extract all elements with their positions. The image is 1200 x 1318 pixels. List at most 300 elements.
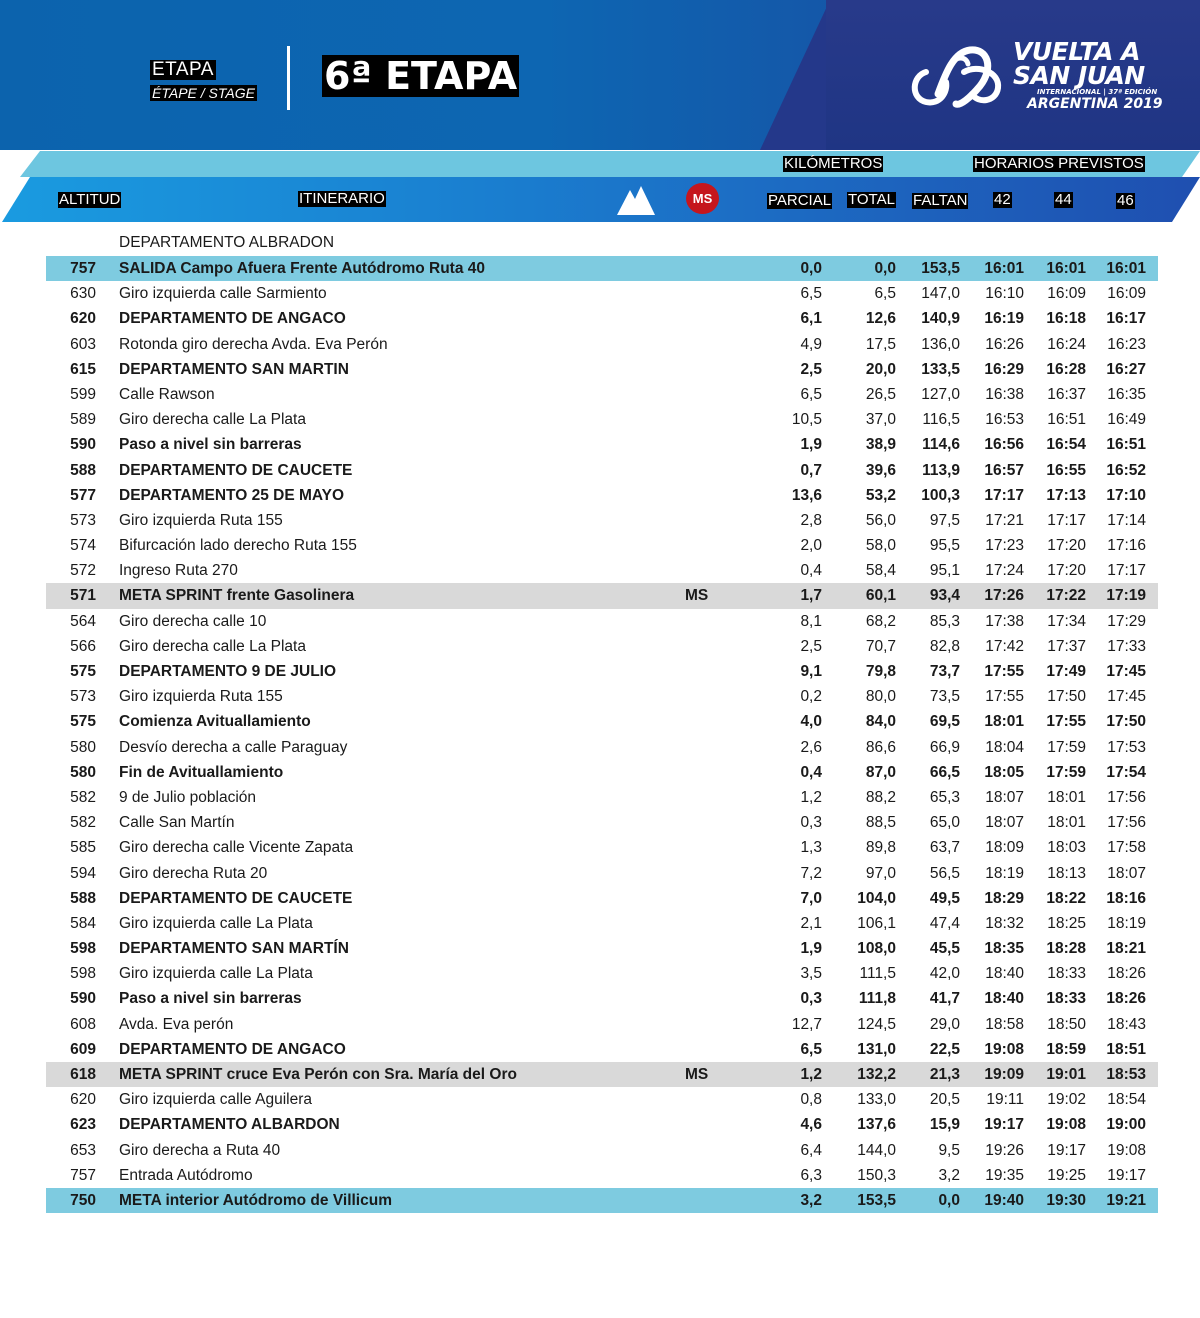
total-km-cell: 106,1 (857, 914, 896, 932)
remaining-km-cell: 65,3 (929, 788, 960, 806)
parcial-km-cell: 6,5 (800, 1040, 822, 1058)
time-42-cell: 18:19 (985, 864, 1024, 882)
time-42-cell: 19:11 (986, 1091, 1024, 1109)
time-46-cell: 17:19 (1106, 587, 1146, 605)
itinerary-cell: Giro derecha Ruta 20 (119, 864, 268, 882)
table-row (46, 760, 1158, 785)
time-42-cell: 16:53 (985, 411, 1024, 429)
table-row (46, 332, 1158, 357)
parcial-km-cell: 12,7 (791, 1015, 822, 1033)
total-km-cell: 58,4 (865, 562, 896, 580)
time-44-cell: 16:54 (1046, 436, 1086, 454)
itinerary-cell: Giro izquierda calle Sarmiento (119, 285, 327, 303)
itinerary-cell: Bifurcación lado derecho Ruta 155 (119, 537, 357, 555)
parcial-km-cell: 1,2 (800, 1066, 822, 1083)
time-42-cell: 19:35 (985, 1166, 1024, 1184)
time-44-cell: 17:22 (1046, 587, 1086, 605)
remaining-km-cell: 63,7 (929, 839, 960, 857)
altitude-cell: 620 (70, 1091, 96, 1109)
time-42-cell: 16:56 (984, 436, 1024, 454)
time-42-cell: 19:09 (984, 1066, 1024, 1083)
remaining-km-cell: 0,0 (938, 1191, 960, 1209)
remaining-km-cell: 22,5 (929, 1040, 960, 1058)
table-row (46, 835, 1158, 860)
time-46-cell: 18:51 (1106, 1040, 1146, 1058)
remaining-km-cell: 147,0 (921, 285, 960, 303)
altitude-cell: 588 (70, 889, 96, 907)
table-row (46, 1062, 1158, 1087)
parcial-km-cell: 0,7 (800, 461, 822, 479)
table-row (46, 1037, 1158, 1062)
table-row (46, 407, 1158, 432)
header-diagonal-shape (760, 0, 830, 150)
itinerary-cell: Giro izquierda Ruta 155 (119, 511, 283, 529)
parcial-km-cell: 0,4 (800, 562, 822, 580)
remaining-km-cell: 15,9 (929, 1116, 960, 1134)
horarios-heading: HORARIOS PREVISTOS (974, 155, 1144, 172)
parcial-km-cell: 8,1 (800, 612, 822, 630)
ms-cell: MS (685, 587, 709, 605)
remaining-km-cell: 41,7 (929, 990, 960, 1008)
remaining-km-cell: 97,5 (929, 511, 960, 529)
time-46-cell: 18:16 (1106, 889, 1146, 907)
time-42-cell: 16:29 (984, 360, 1024, 378)
total-km-cell: 144,0 (857, 1141, 896, 1159)
remaining-km-cell: 66,9 (929, 738, 960, 756)
parcial-km-cell: 2,1 (800, 914, 822, 932)
table-row (46, 1112, 1158, 1137)
altitude-cell: 571 (70, 587, 96, 605)
time-42-cell: 19:08 (984, 1040, 1024, 1058)
table-row (46, 936, 1158, 961)
etapa-label: ETAPA (152, 59, 214, 80)
altitude-cell: 603 (70, 335, 96, 353)
time-46-cell: 16:51 (1106, 436, 1146, 454)
time-44-cell: 19:02 (1047, 1091, 1086, 1109)
parcial-km-cell: 0,2 (800, 688, 822, 706)
itinerary-cell: Comienza Avituallamiento (119, 713, 311, 731)
altitude-cell: 575 (70, 663, 96, 680)
total-km-cell: 12,6 (865, 310, 896, 328)
parcial-km-cell: 6,3 (800, 1166, 822, 1184)
time-44-cell: 16:18 (1046, 310, 1086, 328)
time-46-cell: 19:08 (1107, 1141, 1146, 1159)
parcial-km-cell: 10,5 (791, 411, 822, 429)
time-46-cell: 16:52 (1106, 461, 1146, 479)
time-42-cell: 18:01 (984, 713, 1024, 731)
time-44-cell: 18:25 (1047, 914, 1086, 932)
total-km-cell: 137,6 (857, 1116, 896, 1134)
total-km-cell: 86,6 (865, 738, 896, 756)
time-44-cell: 18:01 (1047, 788, 1086, 806)
total-km-cell: 124,5 (857, 1015, 896, 1033)
remaining-km-cell: 45,5 (929, 940, 960, 958)
time-46-cell: 16:35 (1107, 385, 1146, 403)
table-row (46, 583, 1158, 608)
total-km-cell: 150,3 (857, 1166, 896, 1184)
itinerary-cell: Calle San Martín (119, 814, 235, 832)
etapa-sublabel: ÉTAPE / STAGE (152, 85, 255, 101)
time-46-cell: 17:14 (1107, 511, 1146, 529)
time-44-cell: 18:03 (1047, 839, 1086, 857)
time-46-cell: 16:09 (1107, 285, 1146, 303)
table-row (46, 735, 1158, 760)
time-44-cell: 17:50 (1047, 688, 1086, 706)
altitude-cell: 566 (70, 637, 96, 655)
altitude-cell: 588 (70, 461, 96, 479)
speed-46-heading: 46 (1117, 192, 1134, 209)
total-km-cell: 108,0 (857, 940, 896, 958)
parcial-km-cell: 0,3 (800, 814, 822, 832)
table-row (46, 961, 1158, 986)
time-44-cell: 17:13 (1046, 486, 1086, 504)
altitude-cell: 599 (70, 385, 96, 403)
time-46-cell: 16:27 (1106, 360, 1146, 378)
time-46-cell: 18:26 (1107, 965, 1146, 983)
altitude-cell: 564 (70, 612, 96, 630)
altitude-cell: 623 (70, 1116, 96, 1134)
parcial-km-cell: 7,0 (800, 889, 822, 907)
time-42-cell: 16:01 (984, 260, 1024, 277)
table-row (46, 609, 1158, 634)
total-km-cell: 133,0 (857, 1091, 896, 1109)
time-42-cell: 19:26 (985, 1141, 1024, 1159)
total-km-cell: 79,8 (865, 663, 896, 680)
total-km-cell: 132,2 (857, 1066, 896, 1083)
altitude-cell: 609 (70, 1040, 96, 1058)
time-46-cell: 19:17 (1107, 1166, 1146, 1184)
time-46-cell: 19:00 (1106, 1116, 1146, 1134)
itinerary-cell: META SPRINT frente Gasolinera (119, 587, 355, 605)
time-46-cell: 16:17 (1106, 310, 1146, 328)
parcial-km-cell: 6,1 (800, 310, 822, 328)
time-42-cell: 18:35 (984, 940, 1024, 958)
time-42-cell: 17:55 (984, 663, 1024, 680)
parcial-km-cell: 1,9 (800, 940, 822, 958)
table-row (46, 1087, 1158, 1112)
time-44-cell: 18:50 (1047, 1015, 1086, 1033)
total-km-cell: 111,5 (859, 965, 896, 983)
time-46-cell: 17:29 (1107, 612, 1146, 630)
time-42-cell: 18:07 (985, 788, 1024, 806)
time-44-cell: 16:09 (1047, 285, 1086, 303)
time-42-cell: 18:07 (985, 814, 1024, 832)
remaining-km-cell: 116,5 (922, 411, 960, 429)
total-km-cell: 104,0 (857, 889, 896, 907)
time-46-cell: 18:26 (1106, 990, 1146, 1008)
itinerary-cell: Entrada Autódromo (119, 1166, 253, 1184)
time-44-cell: 18:01 (1047, 814, 1086, 832)
table-row (46, 1012, 1158, 1037)
remaining-km-cell: 95,1 (929, 562, 960, 580)
logo-line-3: INTERNACIONAL | 37ª EDICIÓN (1037, 88, 1158, 96)
itinerary-cell: Ingreso Ruta 270 (119, 562, 238, 580)
time-42-cell: 18:58 (985, 1015, 1024, 1033)
altitude-cell: 594 (70, 864, 96, 882)
itinerary-cell: Rotonda giro derecha Avda. Eva Perón (119, 335, 388, 353)
table-row (46, 256, 1158, 281)
itinerary-cell: DEPARTAMENTO DE CAUCETE (119, 889, 353, 907)
table-header-band (0, 177, 1200, 222)
table-row (46, 886, 1158, 911)
time-42-cell: 17:42 (985, 637, 1024, 655)
table-row (46, 382, 1158, 407)
page-header (0, 0, 1200, 150)
altitude-cell: 584 (70, 914, 96, 932)
time-42-cell: 16:10 (985, 285, 1024, 303)
time-46-cell: 17:58 (1107, 839, 1146, 857)
table-row (46, 986, 1158, 1011)
parcial-km-cell: 4,9 (800, 335, 822, 353)
time-44-cell: 16:51 (1047, 411, 1086, 429)
altitude-cell: 757 (70, 1166, 96, 1184)
altitude-cell: 750 (70, 1191, 96, 1209)
parcial-km-cell: 6,5 (800, 285, 822, 303)
ms-badge: MS (686, 183, 719, 214)
time-46-cell: 17:45 (1106, 663, 1146, 680)
itinerary-cell: Calle Rawson (119, 385, 215, 403)
itinerary-cell: DEPARTAMENTO 9 DE JULIO (119, 663, 337, 680)
remaining-km-cell: 47,4 (929, 914, 960, 932)
altitude-cell: 598 (70, 965, 96, 983)
time-44-cell: 18:59 (1046, 1040, 1086, 1058)
total-km-cell: 60,1 (865, 587, 896, 605)
remaining-km-cell: 113,9 (922, 461, 960, 479)
time-42-cell: 18:09 (985, 839, 1024, 857)
itinerario-heading: ITINERARIO (299, 190, 385, 207)
time-46-cell: 16:49 (1107, 411, 1146, 429)
itinerary-cell: Paso a nivel sin barreras (119, 436, 302, 454)
itinerary-cell: Giro derecha calle La Plata (119, 637, 306, 655)
parcial-km-cell: 1,9 (800, 436, 822, 454)
time-46-cell: 17:45 (1107, 688, 1146, 706)
itinerary-cell: Giro derecha a Ruta 40 (119, 1141, 281, 1159)
table-row (46, 810, 1158, 835)
altitude-cell: 577 (70, 486, 96, 504)
time-42-cell: 17:23 (985, 537, 1024, 555)
table-row (46, 911, 1158, 936)
time-44-cell: 16:24 (1047, 335, 1086, 353)
table-row (46, 861, 1158, 886)
time-44-cell: 18:33 (1047, 965, 1086, 983)
total-km-cell: 87,0 (865, 763, 896, 781)
itinerary-cell: SALIDA Campo Afuera Frente Autódromo Ruta 40 (119, 260, 485, 277)
parcial-km-cell: 4,0 (800, 713, 822, 731)
remaining-km-cell: 85,3 (929, 612, 960, 630)
time-44-cell: 19:30 (1046, 1191, 1086, 1209)
ms-cell: MS (685, 1066, 709, 1083)
department-heading: DEPARTAMENTO ALBRADON (119, 234, 335, 251)
total-km-cell: 111,8 (858, 990, 896, 1008)
total-km-cell: 6,5 (874, 285, 896, 303)
time-44-cell: 19:08 (1046, 1116, 1086, 1134)
time-44-cell: 17:55 (1046, 713, 1086, 731)
total-km-cell: 38,9 (865, 436, 896, 454)
parcial-km-cell: 1,3 (800, 839, 822, 857)
time-42-cell: 16:19 (984, 310, 1024, 328)
itinerary-cell: DEPARTAMENTO 25 DE MAYO (119, 486, 345, 504)
altitude-cell: 582 (70, 814, 96, 832)
parcial-heading: PARCIAL (768, 192, 832, 209)
parcial-km-cell: 3,2 (800, 1191, 822, 1209)
time-44-cell: 16:55 (1046, 461, 1086, 479)
altitude-cell: 608 (70, 1015, 96, 1033)
time-42-cell: 17:21 (985, 511, 1024, 529)
time-44-cell: 19:01 (1046, 1066, 1086, 1083)
remaining-km-cell: 21,3 (929, 1066, 960, 1083)
time-46-cell: 17:56 (1107, 814, 1146, 832)
table-row (46, 1188, 1158, 1213)
time-46-cell: 19:21 (1106, 1191, 1146, 1209)
table-row (46, 432, 1158, 457)
itinerary-cell: Giro izquierda calle La Plata (119, 914, 313, 932)
time-44-cell: 17:37 (1047, 637, 1086, 655)
time-42-cell: 16:38 (985, 385, 1024, 403)
cycling-logo-icon (908, 42, 1008, 112)
altitude-cell: 598 (70, 940, 96, 958)
total-heading: TOTAL (848, 191, 895, 208)
time-46-cell: 16:01 (1106, 260, 1146, 277)
total-km-cell: 88,5 (865, 814, 896, 832)
remaining-km-cell: 82,8 (929, 637, 960, 655)
itinerary-cell: Fin de Avituallamiento (119, 763, 284, 781)
total-km-cell: 131,0 (857, 1040, 896, 1058)
table-row (46, 357, 1158, 382)
parcial-km-cell: 2,6 (800, 738, 822, 756)
time-44-cell: 16:01 (1046, 260, 1086, 277)
itinerary-cell: DEPARTAMENTO SAN MARTÍN (119, 940, 349, 958)
parcial-km-cell: 6,5 (800, 385, 822, 403)
table-row (46, 533, 1158, 558)
time-42-cell: 17:17 (984, 486, 1024, 504)
remaining-km-cell: 114,6 (922, 436, 960, 454)
time-46-cell: 16:23 (1107, 335, 1146, 353)
speed-44-heading: 44 (1055, 191, 1072, 208)
table-row (46, 281, 1158, 306)
header-divider (287, 46, 290, 110)
table-row (46, 709, 1158, 734)
total-km-cell: 89,8 (865, 839, 896, 857)
total-km-cell: 0,0 (874, 260, 896, 277)
parcial-km-cell: 2,5 (800, 360, 822, 378)
parcial-km-cell: 3,5 (800, 965, 822, 983)
faltan-heading: FALTAN (913, 192, 968, 209)
logo-line-4: ARGENTINA 2019 (1027, 96, 1163, 112)
itinerary-cell: Desvío derecha a calle Paraguay (119, 738, 348, 756)
time-44-cell: 16:37 (1047, 385, 1086, 403)
table-row (46, 1138, 1158, 1163)
altitude-cell: 618 (70, 1066, 96, 1083)
table-row (46, 1163, 1158, 1188)
logo-line-2: SAN JUAN (1013, 61, 1145, 90)
parcial-km-cell: 2,5 (800, 637, 822, 655)
time-44-cell: 18:33 (1046, 990, 1086, 1008)
altitude-cell: 589 (70, 411, 96, 429)
total-km-cell: 39,6 (865, 461, 896, 479)
table-row (46, 659, 1158, 684)
altitude-cell: 580 (70, 763, 96, 781)
parcial-km-cell: 4,6 (800, 1116, 822, 1134)
time-42-cell: 18:05 (984, 763, 1024, 781)
itinerary-cell: Paso a nivel sin barreras (119, 990, 302, 1008)
parcial-km-cell: 7,2 (800, 864, 822, 882)
time-42-cell: 16:26 (985, 335, 1024, 353)
speed-42-heading: 42 (994, 191, 1011, 208)
table-row (46, 306, 1158, 331)
parcial-km-cell: 13,6 (791, 486, 822, 504)
itinerary-cell: Avda. Eva perón (119, 1015, 234, 1033)
time-46-cell: 18:21 (1106, 940, 1146, 958)
remaining-km-cell: 9,5 (938, 1141, 960, 1159)
altitude-cell: 620 (70, 310, 96, 328)
parcial-km-cell: 2,0 (800, 537, 822, 555)
time-46-cell: 18:43 (1107, 1015, 1146, 1033)
remaining-km-cell: 73,5 (929, 688, 960, 706)
parcial-km-cell: 0,4 (800, 763, 822, 781)
time-46-cell: 17:16 (1107, 537, 1146, 555)
time-42-cell: 17:24 (985, 562, 1024, 580)
total-km-cell: 153,5 (857, 1191, 896, 1209)
remaining-km-cell: 3,2 (938, 1166, 960, 1184)
parcial-km-cell: 0,0 (800, 260, 822, 277)
itinerary-cell: DEPARTAMENTO DE CAUCETE (119, 461, 353, 479)
parcial-km-cell: 1,2 (800, 788, 822, 806)
total-km-cell: 58,0 (865, 537, 896, 555)
remaining-km-cell: 42,0 (929, 965, 960, 983)
itinerary-cell: META interior Autódromo de Villicum (119, 1191, 392, 1209)
altitude-cell: 574 (70, 537, 96, 555)
logo-line-1: VUELTA A (1013, 37, 1141, 66)
time-42-cell: 18:04 (985, 738, 1024, 756)
time-42-cell: 19:17 (984, 1116, 1024, 1134)
itinerary-cell: Giro derecha calle Vicente Zapata (119, 839, 354, 857)
parcial-km-cell: 0,3 (800, 990, 822, 1008)
time-44-cell: 18:28 (1046, 940, 1086, 958)
time-42-cell: 19:40 (984, 1191, 1024, 1209)
remaining-km-cell: 95,5 (929, 537, 960, 555)
parcial-km-cell: 0,8 (800, 1091, 822, 1109)
table-row (46, 785, 1158, 810)
altitude-cell: 573 (70, 511, 96, 529)
altitude-cell: 573 (70, 688, 96, 706)
total-km-cell: 88,2 (865, 788, 896, 806)
time-46-cell: 17:53 (1107, 738, 1146, 756)
total-km-cell: 68,2 (865, 612, 896, 630)
remaining-km-cell: 65,0 (929, 814, 960, 832)
altitude-cell: 590 (70, 990, 96, 1008)
time-44-cell: 17:34 (1047, 612, 1086, 630)
table-row (46, 483, 1158, 508)
itinerary-cell: Giro izquierda Ruta 155 (119, 688, 283, 706)
time-44-cell: 17:59 (1046, 763, 1086, 781)
altitude-cell: 575 (70, 713, 96, 731)
remaining-km-cell: 49,5 (929, 889, 960, 907)
time-46-cell: 17:33 (1107, 637, 1146, 655)
table-row (46, 508, 1158, 533)
itinerary-table (46, 256, 1158, 1213)
mountain-icon (617, 182, 655, 215)
time-46-cell: 18:07 (1107, 864, 1146, 882)
time-46-cell: 18:54 (1107, 1091, 1146, 1109)
remaining-km-cell: 140,9 (921, 310, 960, 328)
time-46-cell: 17:56 (1107, 788, 1146, 806)
total-km-cell: 53,2 (865, 486, 896, 504)
remaining-km-cell: 20,5 (929, 1091, 960, 1109)
time-42-cell: 18:29 (984, 889, 1024, 907)
itinerary-cell: DEPARTAMENTO DE ANGACO (119, 310, 346, 328)
total-km-cell: 80,0 (865, 688, 896, 706)
itinerary-cell: Giro izquierda calle La Plata (119, 965, 313, 983)
